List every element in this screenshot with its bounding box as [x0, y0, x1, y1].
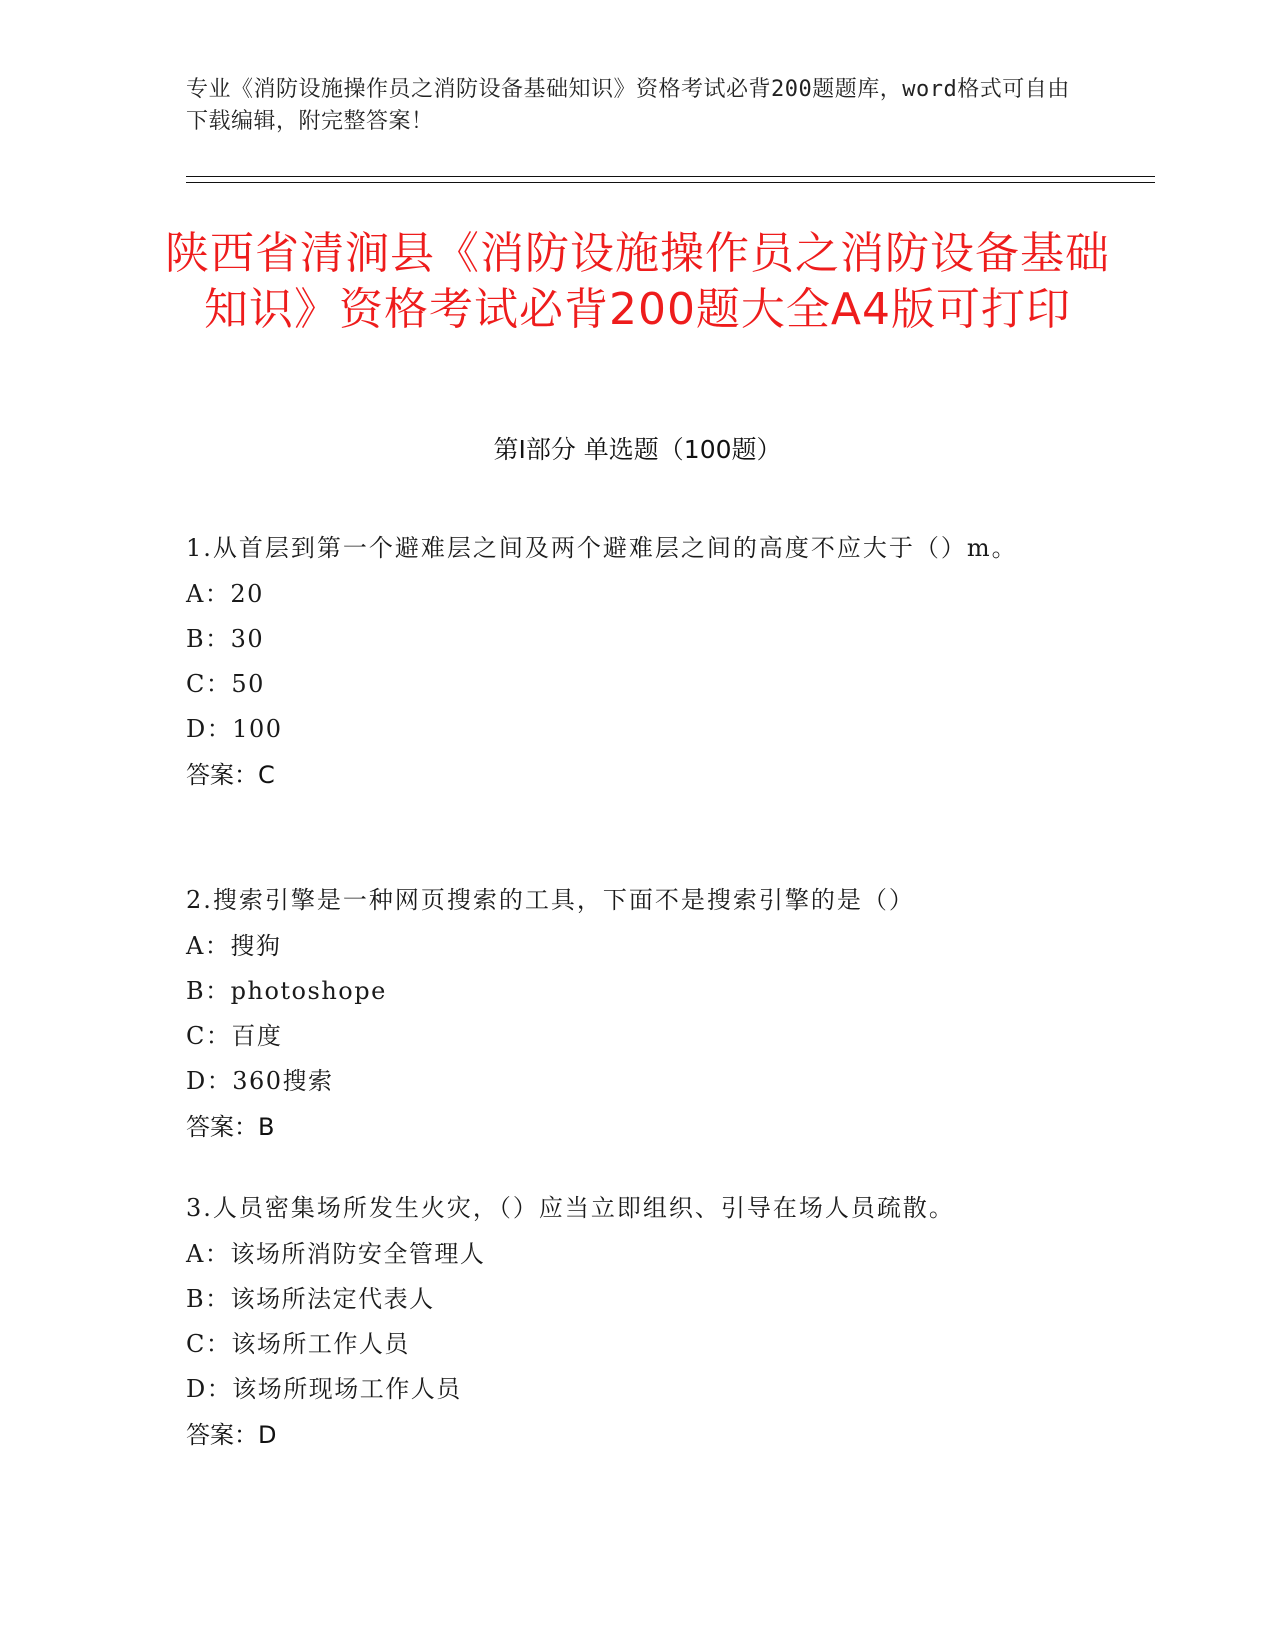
option-text: 百度 [231, 1022, 283, 1050]
option-text: 搜狗 [230, 932, 282, 960]
option-c [186, 1014, 1086, 1059]
option-text: 30 [230, 625, 265, 653]
question-item [186, 524, 1086, 798]
option-letter: D： [186, 715, 233, 743]
option-text: 该场所工作人员 [231, 1330, 410, 1358]
option-text: photoshope [230, 977, 387, 1005]
option-b [186, 617, 1086, 662]
option-b [186, 1277, 1086, 1322]
document-title: 陕西省清涧县《消防设施操作员之消防设备基础知识》资格考试必背200题大全A4版可打印 [165, 228, 1110, 335]
section-title: 第Ⅰ部分 单选题（100题） [493, 435, 782, 464]
option-letter: B： [186, 1285, 231, 1313]
option-d [186, 1367, 1086, 1412]
option-d [186, 707, 1086, 752]
option-text: 该场所消防安全管理人 [230, 1240, 486, 1268]
option-c [186, 662, 1086, 707]
question-text: 1.从首层到第一个避难层之间及两个避难层之间的高度不应大于（）m。 [186, 534, 1018, 562]
option-letter: D： [186, 1067, 233, 1095]
option-a [186, 572, 1086, 617]
option-text: 360搜索 [232, 1067, 334, 1095]
header-note: 专业《消防设施操作员之消防设备基础知识》资格考试必背200题题库，word格式可自由下载编辑，附完整答案！ [186, 77, 1070, 134]
answer-line: 答案：B [186, 1113, 275, 1141]
option-letter: C： [186, 1330, 232, 1358]
question-item [186, 1184, 1086, 1458]
option-letter: A： [186, 932, 231, 960]
option-text: 100 [232, 715, 283, 743]
answer-line: 答案：D [186, 1421, 277, 1449]
option-letter: C： [186, 1022, 232, 1050]
option-letter: B： [186, 625, 231, 653]
option-a [186, 1232, 1086, 1277]
question-item [186, 876, 1086, 1150]
option-letter: B： [186, 977, 231, 1005]
header-divider-top [186, 176, 1155, 177]
option-letter: D： [186, 1375, 233, 1403]
option-letter: A： [186, 580, 231, 608]
header-divider-bottom [186, 182, 1155, 183]
option-text: 该场所法定代表人 [230, 1285, 435, 1313]
question-text: 2.搜索引擎是一种网页搜索的工具，下面不是搜索引擎的是（） [186, 886, 915, 914]
option-text: 该场所现场工作人员 [232, 1375, 462, 1403]
option-letter: C： [186, 670, 232, 698]
option-d [186, 1059, 1086, 1104]
option-text: 50 [231, 670, 265, 698]
question-text: 3.人员密集场所发生火灾，（）应当立即组织、引导在场人员疏散。 [186, 1194, 955, 1222]
option-letter: A： [186, 1240, 231, 1268]
option-b [186, 969, 1086, 1014]
option-a [186, 924, 1086, 969]
option-text: 20 [230, 580, 264, 608]
answer-line: 答案：C [186, 761, 275, 789]
option-c [186, 1322, 1086, 1367]
